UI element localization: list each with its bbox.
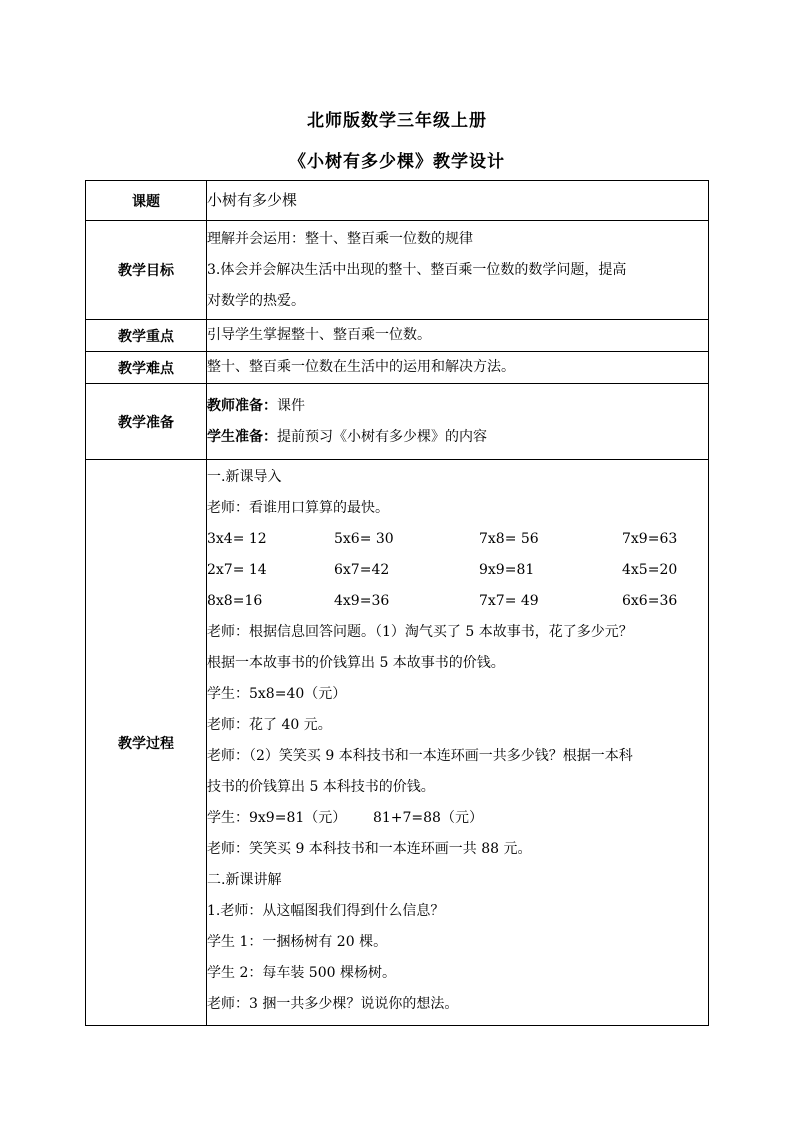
student-preparation: 学生准备：提前预习《小树有多少棵》的内容 (207, 428, 487, 445)
goals-line: 对数学的热爱。 (207, 292, 305, 309)
process-line: 老师：花了 40 元。 (207, 717, 332, 733)
process-line: 一.新课导入 (207, 469, 282, 485)
process-label: 教学过程 (86, 460, 207, 1026)
calc-row: 3x4= 12 5x6= 30 7x8= 56 7x9=63 (207, 531, 678, 547)
preparation-label: 教学准备 (86, 384, 207, 460)
process-line: 学生 1：一捆杨树有 20 棵。 (207, 934, 388, 950)
process-line: 老师：看谁用口算算的最快。 (207, 500, 389, 516)
topic-value: 小树有多少棵 (207, 181, 709, 221)
process-line: 根据一本故事书的价钱算出 5 本故事书的价钱。 (207, 655, 505, 671)
row-key-point (86, 320, 709, 352)
topic-label: 课题 (86, 181, 207, 221)
process-line: 老师：根据信息回答问题。（1）淘气买了 5 本故事书，花了多少元？ (207, 624, 633, 640)
goals-line: 理解并会运用：整十、整百乘一位数的规律 (207, 230, 473, 247)
goals-line: 3.体会并会解决生活中出现的整十、整百乘一位数的数学问题，提高 (207, 261, 627, 278)
process-line: 学生：5x8=40（元） (207, 686, 347, 702)
difficulty-value: 整十、整百乘一位数在生活中的运用和解决方法。 (207, 352, 709, 384)
document-title: 北师版数学三年级上册 (307, 111, 487, 131)
process-line: 学生 2：每车装 500 棵杨树。 (207, 965, 396, 981)
process-line: 老师：3 捆一共多少棵？说说你的想法。 (207, 996, 459, 1012)
teacher-preparation: 教师准备：课件 (207, 397, 305, 414)
row-difficulty (86, 352, 709, 384)
process-line: 学生：9x9=81（元） 81+7=88（元） (207, 810, 483, 826)
process-line: 二.新课讲解 (207, 872, 282, 888)
document-subtitle: 《小树有多少棵》教学设计 (289, 152, 505, 172)
process-line: 技书的价钱算出 5 本科技书的价钱。 (207, 779, 435, 795)
preparation-value (207, 384, 709, 460)
calc-row: 2x7= 14 6x7=42 9x9=81 4x5=20 (207, 562, 678, 578)
row-preparation (86, 384, 709, 460)
row-topic (86, 181, 709, 221)
lesson-plan-table (85, 180, 709, 1026)
process-line: 老师：（2）笑笑买 9 本科技书和一本连环画一共多少钱？根据一本科 (207, 748, 633, 764)
process-value (207, 460, 709, 1026)
row-process (86, 460, 709, 1026)
row-goals (86, 221, 709, 320)
key-point-label: 教学重点 (86, 320, 207, 352)
difficulty-label: 教学难点 (86, 352, 207, 384)
process-line: 1.老师：从这幅图我们得到什么信息？ (207, 903, 445, 919)
process-line: 老师：笑笑买 9 本科技书和一本连环画一共 88 元。 (207, 841, 532, 857)
goals-label: 教学目标 (86, 221, 207, 320)
goals-value (207, 221, 709, 320)
key-point-value: 引导学生掌握整十、整百乘一位数。 (207, 320, 709, 352)
calc-row: 8x8=16 4x9=36 7x7= 49 6x6=36 (207, 593, 678, 609)
